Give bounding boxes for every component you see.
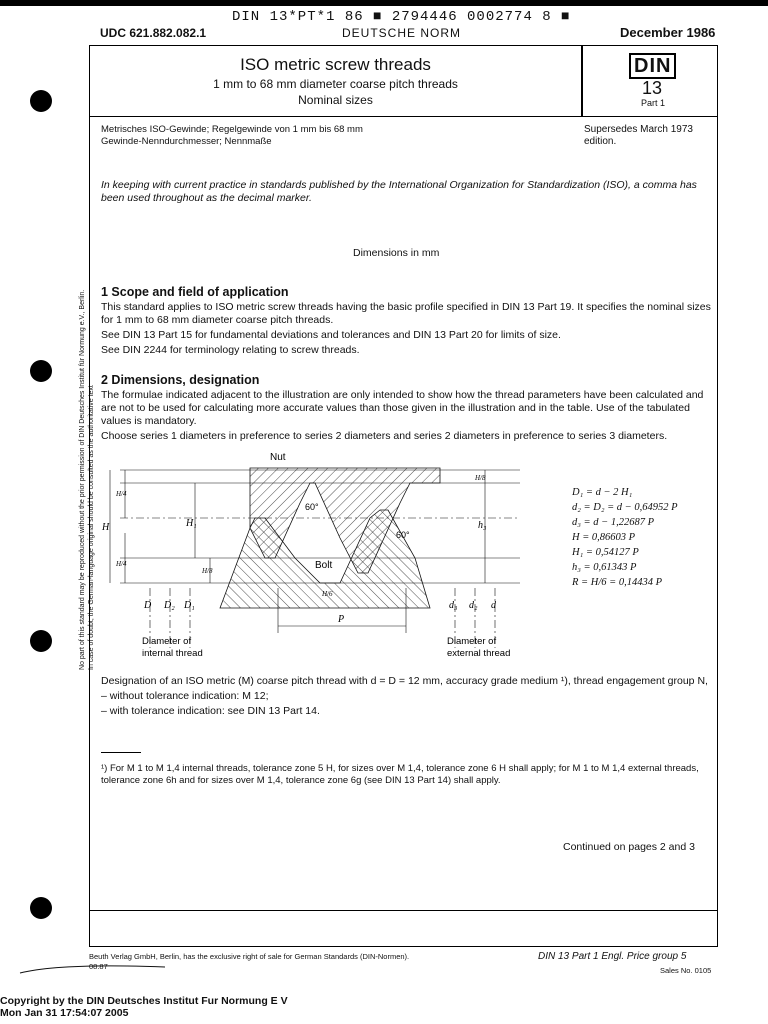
formula: H₁ = 0,54127 P [572,547,639,558]
udc-number: UDC 621.882.082.1 [100,26,207,40]
figure-H4-label: H/4 [116,560,127,568]
designation-paragraph: Designation of an ISO metric (M) coarse pitch thread with d = D = 12 mm, accuracy grade medium ¹), thread engagement group N, [101,675,708,687]
document-title: ISO metric screw threads [240,55,431,74]
dimensions-note: Dimensions in mm [353,247,440,259]
figure-D2-label: D₂ [164,600,175,611]
designation-item: – with tolerance indication: see DIN 13 Part 14. [101,705,320,717]
top-rule [0,0,768,6]
supersedes-note: Supersedes March 1973 edition. [584,124,693,147]
document-subtitle-2: Nominal sizes [298,93,373,107]
figure-external-label: external thread [447,648,511,659]
section-2-heading: 2 Dimensions, designation [101,373,260,387]
section-1-paragraph: This standard applies to ISO metric screw threads having the basic profile specified in DIN 13 Part 19. It specifies the nominal sizes for 1 mm to 68 mm diameter coarse pitch threads. [101,301,711,326]
figure-H8-label: H/8 [202,567,213,575]
figure-internal-label: internal thread [142,648,203,659]
figure-H8-label: H/8 [475,474,486,482]
figure-internal-label: Diameter of [142,636,192,647]
document-reference: DIN 13 Part 1 Engl. Price group 5 [538,951,687,962]
figure-angle-label: 60° [305,502,319,512]
formula: d₂ = D₂ = d − 0,64952 P [572,502,678,513]
figure-D-label: D [144,600,152,611]
copyright: Copyright by the DIN Deutsches Institut Fur Normung E V Mon Jan 31 17:54:07 2005 [0,995,288,1019]
figure-d3-label: d₃ [449,600,458,611]
binder-hole [30,90,52,112]
continued-note: Continued on pages 2 and 3 [563,841,695,853]
binder-hole [30,360,52,382]
footnote-separator [101,752,141,753]
section-1-paragraph: See DIN 13 Part 15 for fundamental deviations and tolerances and DIN 13 Part 20 for limits of size. [101,329,561,341]
margin-note: No part of this standard may be reproduced without the prior permission of DIN Deutsches Institut für Normung e.V., Berlin. In case of doubt, the German-language original should be consulted as the authoritative text [79,289,95,670]
din-part: Part 1 [640,98,665,108]
section-1-heading: 1 Scope and field of application [101,285,289,299]
section-1-paragraph: See DIN 2244 for terminology relating to screw threads. [101,344,360,356]
title-block-divider [581,45,583,117]
formula-list [572,485,678,590]
sales-number: Sales No. 0105 [660,966,712,975]
intro-note: In keeping with current practice in standards published by the International Organization for Standardization (ISO), a comma has been used throughout as the decimal marker. [101,179,697,204]
figure-H6-label: H/6 [322,590,333,598]
formula: D₁ = d − 2 H₁ [572,487,633,498]
designation-item: – without tolerance indication: M 12; [101,690,269,702]
figure-nut-label: Nut [270,452,286,463]
document-subtitle: 1 mm to 68 mm diameter coarse pitch threads [213,77,458,91]
deutsche-norm: DEUTSCHE NORM [342,26,462,40]
figure-H-label: H [102,522,110,533]
issue-date: December 1986 [620,25,716,40]
footer-rule [89,910,718,911]
formula: H = 0,86603 P [572,532,636,543]
din-logo: DIN [629,53,676,79]
german-title: Metrisches ISO-Gewinde; Regelgewinde von 1 mm bis 68 mm Gewinde-Nenndurchmesser; Nennmaße [101,124,363,147]
section-2-paragraph: The formulae indicated adjacent to the illustration are only intended to show how the thread parameters have been calculated and are not to be used for calculating more accurate values than those given in the illustration and in the table. Use of the tabulated values is mandatory. [101,389,704,427]
formula: d₃ = d − 1,22687 P [572,517,654,528]
thread-profile-figure [100,448,560,663]
document-code: DIN 13*PT*1 86 ■ 2794446 0002774 8 ■ [232,9,571,25]
margin-curve [0,955,170,975]
section-2-paragraph: Choose series 1 diameters in preference to series 2 diameters and series 2 diameters in preference to series 3 diameters. [101,430,668,442]
footnote: ¹) For M 1 to M 1,4 internal threads, tolerance zone 5 H, for sizes over M 1,4, tolerance zone 6 H shall apply; for M 1 to M 1,4 external threads, tolerance zone 6h and for sizes over M 1,4, tolerance zone 6g (see DIN 13 Part 14) shall apply. [101,763,699,786]
figure-external-label: Diameter of [447,636,497,647]
formula: h₃ = 0,61343 P [572,562,637,573]
figure-pitch-label: P [338,614,345,625]
designation [101,675,711,718]
publisher-note: Beuth Verlag GmbH, Berlin, has the exclusive right of sale for German Standards (DIN-Normen). [89,952,410,961]
figure-h3-label: h₃ [478,520,487,531]
section-2 [101,373,711,443]
figure-H1-label: H₁ [186,518,197,529]
binder-hole [30,897,52,919]
issue-code: 08.87 [89,962,108,971]
figure-d2-label: d₂ [469,600,478,611]
figure-d-label: d [491,600,496,611]
figure-angle-label: 60° [396,530,410,540]
figure-H4-label: H/4 [116,490,127,498]
formula: R = H/6 = 0,14434 P [572,577,662,588]
section-1 [101,285,711,357]
figure-D1-label: D₁ [184,600,195,611]
din-number: 13 [641,78,663,98]
binder-hole [30,630,52,652]
figure-bolt-label: Bolt [315,560,333,571]
